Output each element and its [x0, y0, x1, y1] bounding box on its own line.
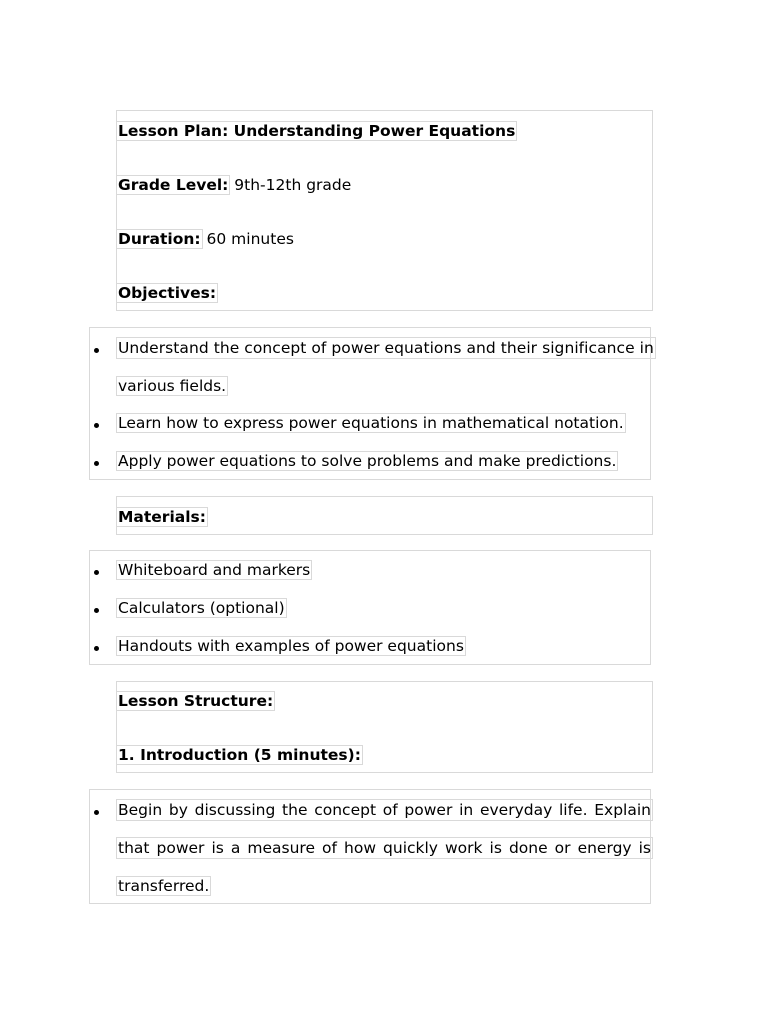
materials-heading: Materials: — [118, 508, 206, 526]
bullet-icon — [94, 423, 99, 428]
objectives-heading: Objectives: — [118, 284, 217, 302]
duration-value: 60 minutes — [201, 230, 294, 248]
grade-label: Grade Level: — [118, 176, 229, 194]
paragraph-line: that power is a measure of how quickly work is done or energy is — [118, 839, 651, 857]
lesson-title: Lesson Plan: Understanding Power Equations — [118, 122, 516, 140]
intro-list — [89, 789, 651, 904]
bullet-icon — [94, 570, 99, 575]
paragraph-line: transferred. — [118, 877, 210, 895]
materials-heading-block — [116, 496, 653, 535]
list-item-continuation: various fields. — [118, 377, 227, 395]
list-item: Calculators (optional) — [118, 599, 285, 617]
list-item: Understand the concept of power equations and their significance in — [118, 339, 654, 357]
structure-block — [116, 681, 653, 773]
duration — [117, 229, 294, 249]
grade-value: 9th-12th grade — [229, 176, 352, 194]
bullet-icon — [94, 810, 99, 815]
header-block — [116, 110, 653, 311]
objectives-list — [89, 327, 654, 480]
list-item: Handouts with examples of power equations — [118, 637, 464, 655]
bullet-icon — [94, 608, 99, 613]
duration-label: Duration: — [118, 230, 201, 248]
bullet-icon — [94, 461, 99, 466]
structure-heading: Lesson Structure: — [118, 692, 274, 710]
list-item: Whiteboard and markers — [118, 561, 311, 579]
bullet-icon — [94, 348, 99, 353]
list-item: Apply power equations to solve problems and make predictions. — [118, 452, 617, 470]
grade-level — [117, 175, 351, 195]
intro-heading: 1. Introduction (5 minutes): — [118, 746, 361, 764]
bullet-icon — [94, 646, 99, 651]
paragraph-line: Begin by discussing the concept of power in everyday life. Explain — [118, 801, 651, 819]
materials-list — [89, 550, 651, 665]
list-item: Learn how to express power equations in mathematical notation. — [118, 414, 624, 432]
